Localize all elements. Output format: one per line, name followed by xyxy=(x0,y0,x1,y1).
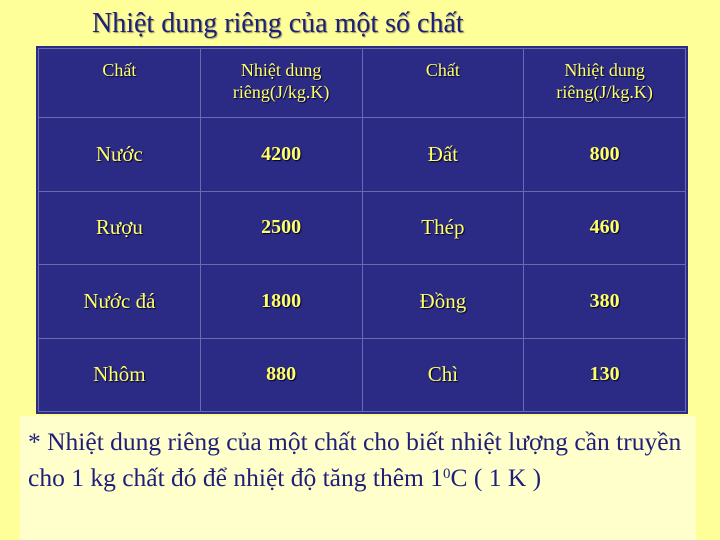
substance-cell: Đất xyxy=(362,118,524,192)
value-cell: 880 xyxy=(200,338,362,412)
header-specific-heat-2: Nhiệt dung riêng(J/kg.K) xyxy=(524,49,686,118)
table-row xyxy=(39,191,686,265)
degree-superscript: 0 xyxy=(443,466,451,482)
specific-heat-table xyxy=(36,46,688,414)
value-cell: 380 xyxy=(524,265,686,339)
table-row xyxy=(39,118,686,192)
header-specific-heat-1: Nhiệt dung riêng(J/kg.K) xyxy=(200,49,362,118)
note-tail: C ( 1 K ) xyxy=(450,463,542,492)
substance-cell: Chì xyxy=(362,338,524,412)
value-cell: 460 xyxy=(524,191,686,265)
substance-cell: Rượu xyxy=(39,191,201,265)
data-table xyxy=(38,48,686,412)
substance-cell: Nhôm xyxy=(39,338,201,412)
substance-cell: Thép xyxy=(362,191,524,265)
value-cell: 2500 xyxy=(200,191,362,265)
definition-note xyxy=(20,416,696,540)
value-cell: 1800 xyxy=(200,265,362,339)
header-substance-1: Chất xyxy=(39,49,201,118)
table-row xyxy=(39,338,686,412)
substance-cell: Nước xyxy=(39,118,201,192)
note-text: * Nhiệt dung riêng của một chất cho biết nhiệt lượng cần truyền cho 1 kg chất đó để nhiệt độ tăng thêm 1 xyxy=(28,427,682,492)
value-cell: 4200 xyxy=(200,118,362,192)
substance-cell: Nước đá xyxy=(39,265,201,339)
header-substance-2: Chất xyxy=(362,49,524,118)
value-cell: 130 xyxy=(524,338,686,412)
page-title: Nhiệt dung riêng của một số chất xyxy=(92,8,464,39)
table-row xyxy=(39,265,686,339)
table-header-row xyxy=(39,49,686,118)
value-cell: 800 xyxy=(524,118,686,192)
substance-cell: Đồng xyxy=(362,265,524,339)
